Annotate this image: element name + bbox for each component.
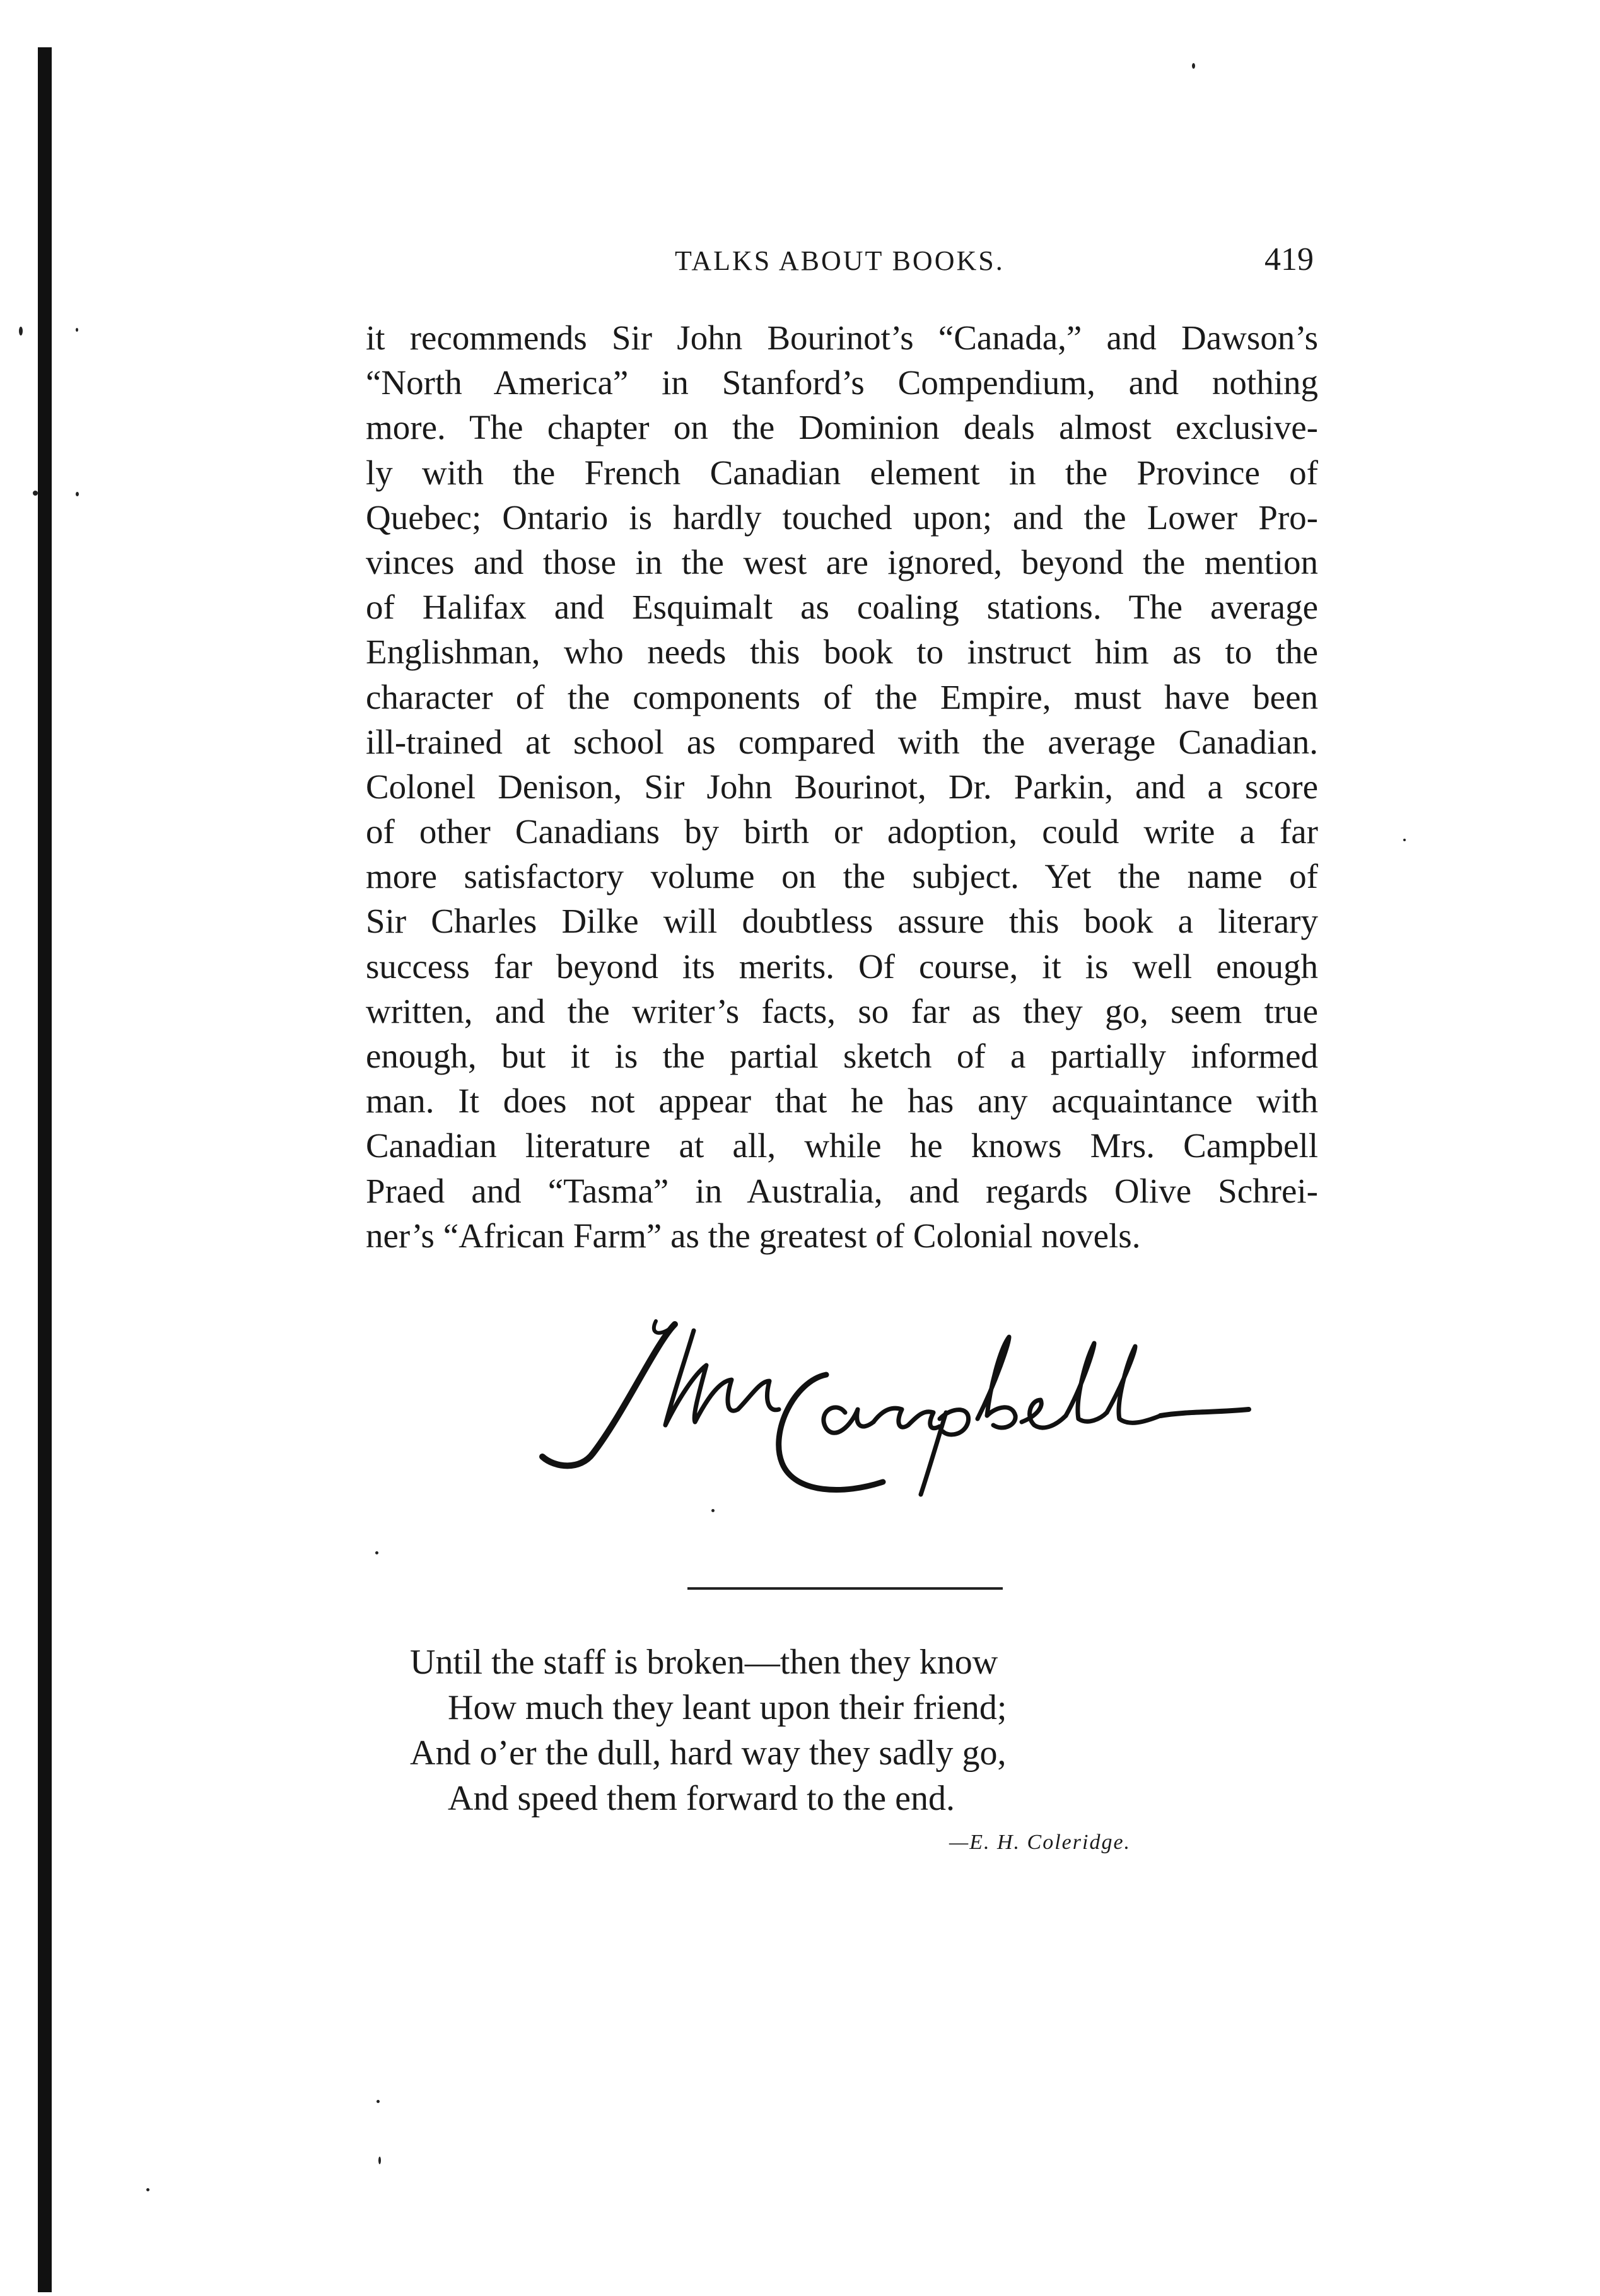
scan-speck bbox=[1192, 63, 1195, 69]
running-title: TALKS ABOUT BOOKS. bbox=[675, 245, 1005, 276]
text-line: more satisfactory volume on the subject. Yet the name of bbox=[366, 857, 1318, 896]
text-line: ner’s “African Farm” as the greatest of Colonial novels. bbox=[366, 1216, 1141, 1255]
scan-speck bbox=[377, 2100, 380, 2103]
poem bbox=[410, 1640, 1007, 1821]
scan-speck bbox=[146, 2188, 149, 2191]
text-line: more. The chapter on the Dominion deals almost exclusive- bbox=[366, 408, 1318, 447]
scan-speck bbox=[76, 492, 79, 496]
text-line: it recommends Sir John Bourinot’s “Canada,” and Dawson’s bbox=[366, 318, 1318, 357]
scan-speck bbox=[1403, 839, 1406, 841]
binding-edge bbox=[38, 47, 52, 2292]
text-line: vinces and those in the west are ignored, beyond the mention bbox=[366, 542, 1318, 581]
poem-line: And speed them forward to the end. bbox=[448, 1779, 955, 1818]
text-line: “North America” in Stanford’s Compendium, and nothing bbox=[366, 363, 1318, 402]
page-number: 419 bbox=[1264, 242, 1314, 277]
poem-line: How much they leant upon their friend; bbox=[448, 1688, 1007, 1727]
text-line: character of the components of the Empire, must have been bbox=[366, 677, 1318, 716]
scan-speck bbox=[375, 1551, 378, 1554]
text-line: ill-trained at school as compared with the average Canadian. bbox=[366, 722, 1318, 761]
poem-line: Until the staff is broken—then they know bbox=[410, 1643, 998, 1682]
text-line: written, and the writer’s facts, so far as they go, seem true bbox=[366, 991, 1318, 1030]
text-line: man. It does not appear that he has any acquaintance with bbox=[366, 1081, 1318, 1121]
text-line: enough, but it is the partial sketch of a partially informed bbox=[366, 1037, 1318, 1075]
text-line: Sir Charles Dilke will doubtless assure this book a literary bbox=[366, 902, 1318, 941]
text-line: of Halifax and Esquimalt as coaling stations. The average bbox=[366, 588, 1318, 627]
scan-speck bbox=[19, 327, 23, 335]
text-line: Colonel Denison, Sir John Bourinot, Dr. Parkin, and a score bbox=[366, 767, 1318, 806]
scan-speck bbox=[76, 328, 78, 332]
scan-speck bbox=[33, 491, 38, 496]
body-paragraph bbox=[366, 315, 1318, 1258]
poem-line: And o’er the dull, hard way they sadly go, bbox=[410, 1734, 1007, 1773]
text-line: Praed and “Tasma” in Australia, and regards Olive Schrei- bbox=[366, 1171, 1318, 1210]
text-line: Englishman, who needs this book to instruct him as to the bbox=[366, 632, 1318, 672]
text-line: Canadian literature at all, while he knows Mrs. Campbell bbox=[366, 1126, 1318, 1165]
text-line: ly with the French Canadian element in the Province of bbox=[366, 453, 1318, 492]
handwritten-signature bbox=[530, 1305, 1261, 1513]
poem-attribution: —E. H. Coleridge. bbox=[949, 1831, 1131, 1854]
text-line: Quebec; Ontario is hardly touched upon; and the Lower Pro- bbox=[366, 498, 1318, 537]
section-divider bbox=[687, 1587, 1003, 1590]
scan-speck bbox=[378, 2157, 381, 2164]
text-line: of other Canadians by birth or adoption, could write a far bbox=[366, 812, 1318, 851]
text-line: success far beyond its merits. Of course, it is well enough bbox=[366, 947, 1318, 986]
